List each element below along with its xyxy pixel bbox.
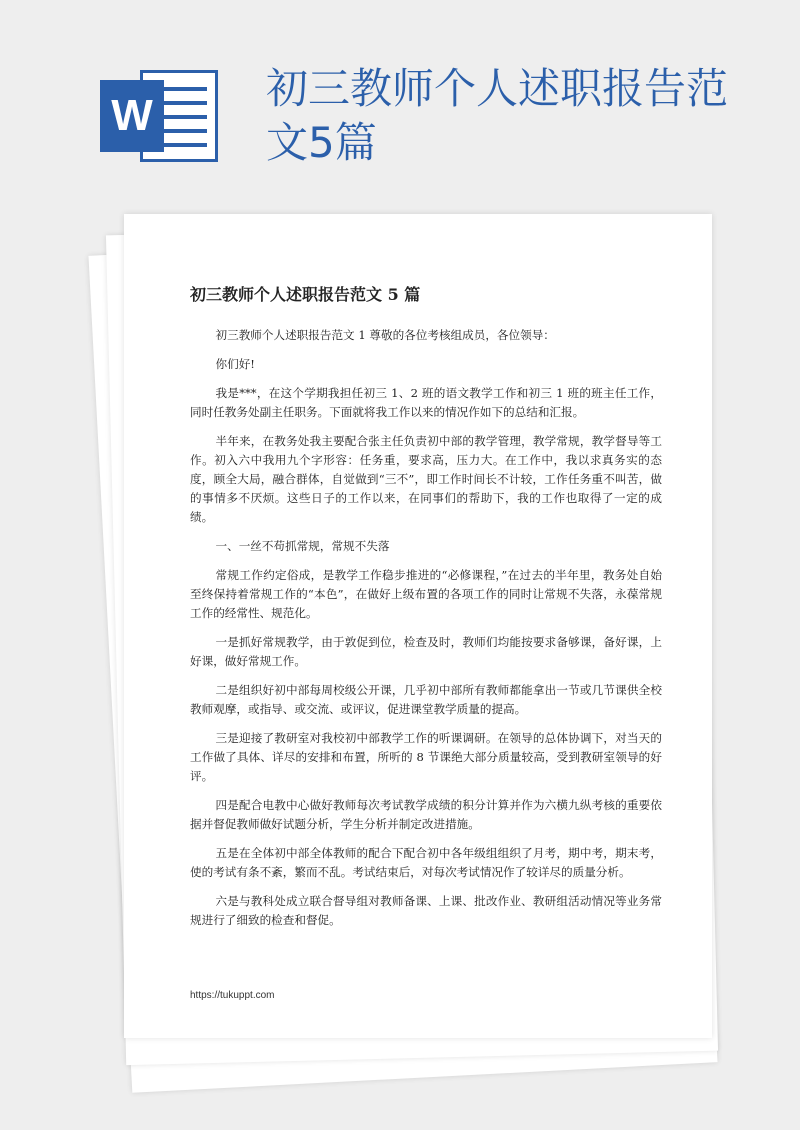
- document-title: 初三教师个人述职报告范文 5 篇: [190, 285, 421, 304]
- paragraph-item-5: 五是在全体初中部全体教师的配合下配合初中各年级组组织了月考，期中考，期末考，使的考试有条不紊，繁而不乱。考试结束后，对每次考试情况作了较详尽的质量分析。: [190, 846, 662, 879]
- document-body: [190, 326, 662, 940]
- word-document-icon: [100, 70, 218, 162]
- paragraph-item-6: 六是与教科处成立联合督导组对教师备课、上课、批改作业、教研组活动情况等业务常规进行了细致的检查和督促。: [190, 894, 662, 927]
- page-title: 初三教师个人述职报告范文5篇: [266, 64, 729, 167]
- paragraph-item-1: 一是抓好常规教学，由于敦促到位，检查及时，教师们均能按要求备够课，备好课，上好课，做好常规工作。: [190, 635, 662, 668]
- paragraph-item-4: 四是配合电教中心做好教师每次考试教学成绩的积分计算并作为六横九纵考核的重要依据并督促教师做好试题分析，学生分析并制定改进措施。: [190, 798, 662, 831]
- word-w-badge: W: [100, 80, 164, 152]
- paragraph-item-2: 二是组织好初中部每周校级公开课，几乎初中部所有教师都能拿出一节或几节课供全校教师观摩，或指导、或交流、或评议，促进课堂教学质量的提高。: [190, 683, 662, 716]
- paragraph-hello: 你们好!: [215, 357, 255, 371]
- section-heading-1: 一、一丝不苟抓常规，常规不失落: [215, 539, 390, 553]
- paragraph-item-3: 三是迎接了教研室对我校初中部教学工作的听课调研。在领导的总体协调下，对当天的工作做了具体、详尽的安排和布置，所听的 8 节课绝大部分质量较高，受到教研室领导的好评。: [190, 731, 662, 783]
- paragraph-greeting: 初三教师个人述职报告范文 1 尊敬的各位考核组成员，各位领导：: [215, 328, 555, 342]
- paragraph-routine: 常规工作约定俗成，是教学工作稳步推进的“必修课程，”在过去的半年里，教务处自始至终保持着常规工作的“本色”，在做好上级布置的各项工作的同时让常规不失落，永葆常规工作的经常性、规范化。: [190, 568, 662, 620]
- document-footer-url: https://tukuppt.com: [190, 990, 275, 1001]
- paragraph-intro: 我是***，在这个学期我担任初三 1、2 班的语文教学工作和初三 1 班的班主任工作，同时任教务处副主任职务。下面就将我工作以来的情况作如下的总结和汇报。: [190, 386, 662, 419]
- paragraph-overview: 半年来，在教务处我主要配合张主任负责初中部的教学管理，教学常规，教学督导等工作。初入六中我用九个字形容：任务重，要求高，压力大。在工作中，我以求真务实的态度，顾全大局，融合群体，自觉做到“三不”，即工作时间长不计较，工作任务重不叫苦，做的事情多不厌烦。这些日子的工作以来，在同事们的帮助下，我的工作也取得了一定的成绩。: [190, 434, 662, 524]
